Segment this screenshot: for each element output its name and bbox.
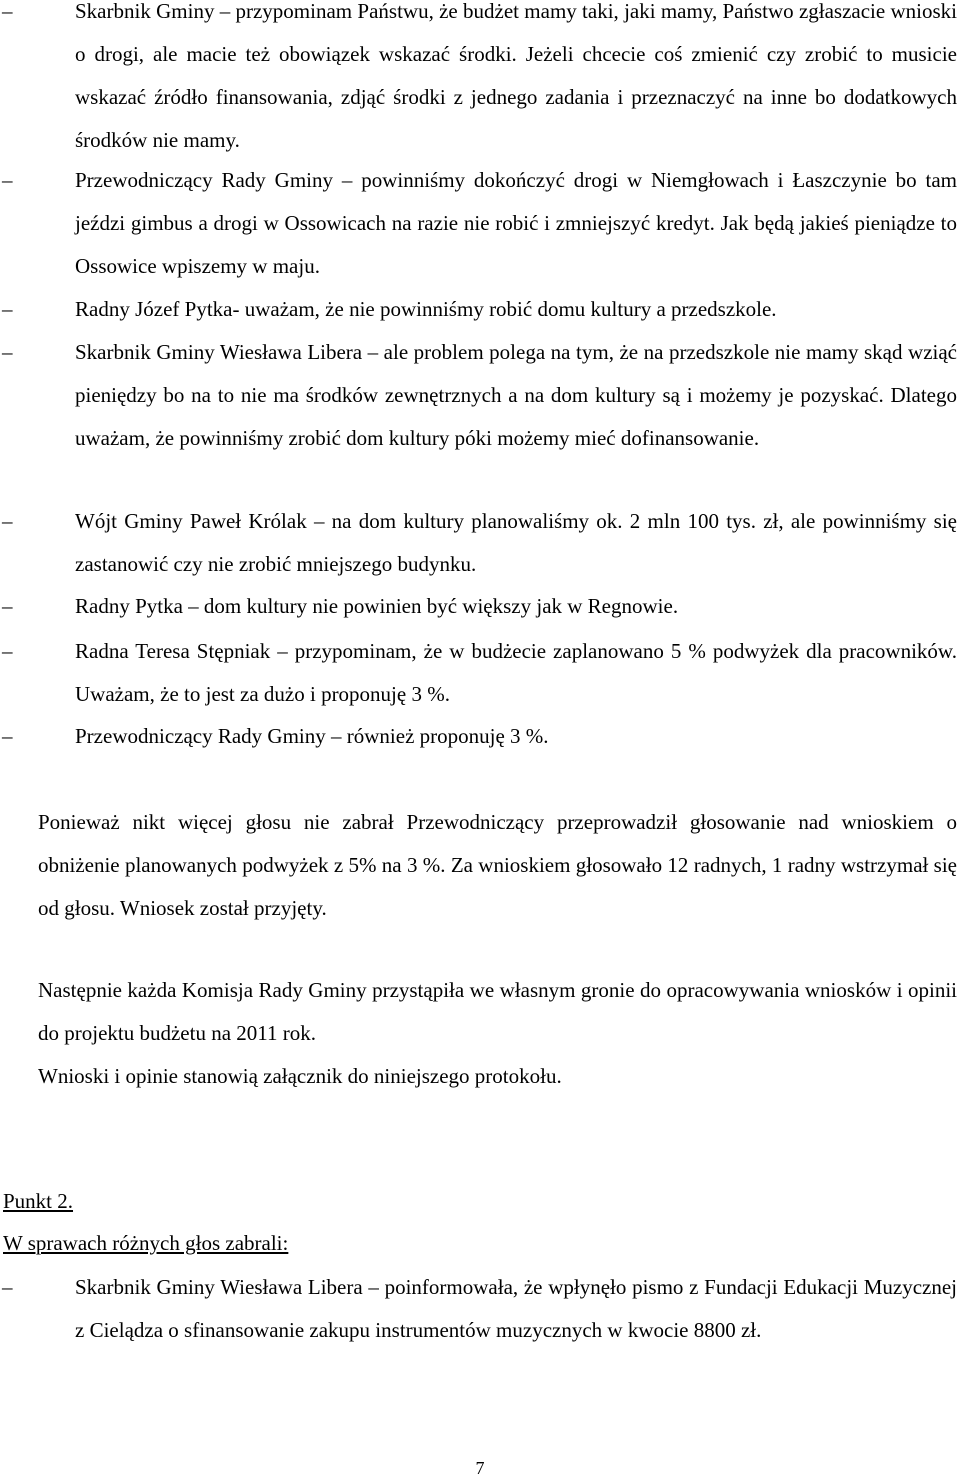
list-item	[0, 500, 960, 586]
statement-text: Skarbnik Gminy – przypominam Państwu, że budżet mamy taki, jaki mamy, Państwo zgłaszacie wnioski o drogi, ale macie też obowiązek wskazać środki. Jeżeli chcecie coś zmienić czy zrobić to musicie wskazać źródło finansowania, zdjąć środki z jednego zadania i przeznaczyć na inne bo dodatkowych środków nie mamy.	[75, 0, 957, 152]
section-heading: W sprawach różnych głos zabrali:	[3, 1231, 289, 1255]
statement-text: Radny Józef Pytka- uważam, że nie powinniśmy robić domu kultury a przedszkole.	[75, 297, 777, 321]
dash-bullet: –	[2, 594, 13, 618]
list-item	[0, 1266, 960, 1352]
list-item	[0, 0, 960, 162]
paragraph-commission: Następnie każda Komisja Rady Gminy przystąpiła we własnym gronie do opracowywania wniosków i opinii do projektu budżetu na 2011 rok.	[38, 978, 957, 1045]
point-heading: Punkt 2.	[3, 1189, 74, 1213]
statement-text: Skarbnik Gminy Wiesława Libera – ale problem polega na tym, że na przedszkole nie mamy skąd wziąć pieniędzy bo na to nie ma środków zewnętrznych a na dom kultury są i możemy je pozyskać. Dlatego uważam, że powinniśmy zrobić dom kultury póki możemy mieć dofinansowanie.	[75, 340, 957, 450]
statement-text: Przewodniczący Rady Gminy – powinniśmy dokończyć drogi w Niemgłowach i Łaszczynie bo tam jeździ gimbus a drogi w Ossowicach na razie nie robić i zmniejszyć kredyt. Jak będą jakieś pieniądze to Ossowice wpiszemy w maju.	[75, 168, 957, 278]
statement-text: Skarbnik Gminy Wiesława Libera – poinformowała, że wpłynęło pismo z Fundacji Edukacji Muzycznej z Cielądza o sfinansowanie zakupu instrumentów muzycznych w kwocie 8800 zł.	[75, 1275, 957, 1342]
list-item	[0, 585, 960, 628]
dash-bullet: –	[2, 0, 13, 23]
list-item	[0, 331, 960, 460]
page-number: 7	[475, 1458, 485, 1478]
dash-bullet: –	[2, 297, 13, 321]
dash-bullet: –	[2, 340, 13, 364]
statement-text: Przewodniczący Rady Gminy – również proponuję 3 %.	[75, 724, 549, 748]
list-item	[0, 288, 960, 331]
statement-text: Wójt Gminy Paweł Królak – na dom kultury planowaliśmy ok. 2 mln 100 tys. zł, ale powinniśmy się zastanowić czy nie zrobić mniejszego budynku.	[75, 509, 957, 576]
dash-bullet: –	[2, 1275, 13, 1299]
paragraph-attachment: Wnioski i opinie stanowią załącznik do niniejszego protokołu.	[38, 1064, 562, 1088]
dash-bullet: –	[2, 509, 13, 533]
list-item	[0, 715, 960, 758]
statement-text: Radny Pytka – dom kultury nie powinien być większy jak w Regnowie.	[75, 594, 679, 618]
list-item	[0, 630, 960, 716]
dash-bullet: –	[2, 168, 13, 192]
dash-bullet: –	[2, 639, 13, 663]
paragraph-vote: Ponieważ nikt więcej głosu nie zabrał Przewodniczący przeprowadził głosowanie nad wnioskiem o obniżenie planowanych podwyżek z 5% na 3 %. Za wnioskiem głosowało 12 radnych, 1 radny wstrzymał się od głosu. Wniosek został przyjęty.	[38, 810, 957, 920]
statement-text: Radna Teresa Stępniak – przypominam, że w budżecie zaplanowano 5 % podwyżek dla pracowników. Uważam, że to jest za dużo i proponuję 3 %.	[75, 639, 957, 706]
list-item	[0, 159, 960, 288]
dash-bullet: –	[2, 724, 13, 748]
